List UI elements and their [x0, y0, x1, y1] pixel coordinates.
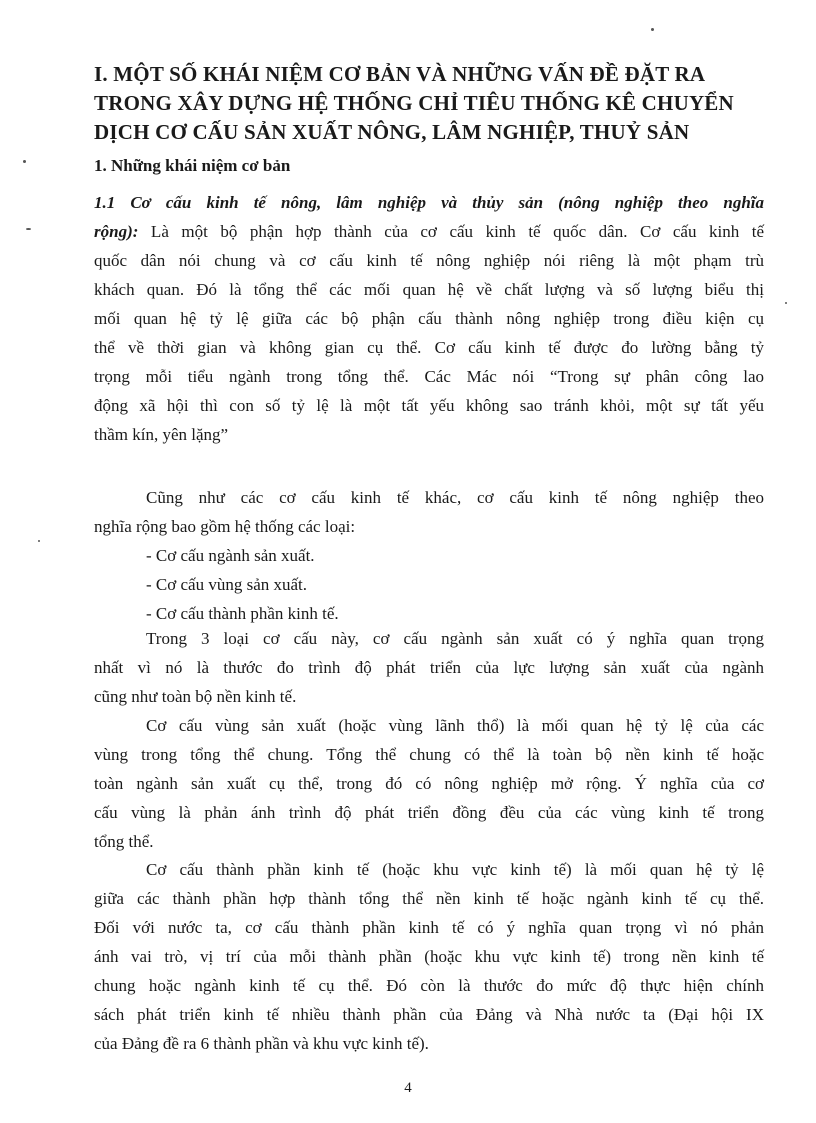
definition-paragraph	[94, 188, 764, 449]
paragraph-line: trọng mỗi tiểu ngành trong tổng thể. Các Mác nói “Trong sự phân công lao	[94, 367, 764, 386]
list-item: - Cơ cấu thành phần kinh tế.	[146, 604, 339, 623]
scan-speck	[26, 228, 31, 230]
subsection-title: 1. Những khái niệm cơ bản	[94, 156, 291, 175]
types-paragraph	[94, 483, 764, 541]
paragraph-line: khách quan. Đó là tổng thể các mối quan hệ về chất lượng và số lượng biểu thị	[94, 280, 764, 299]
paragraph-line: Cơ cấu thành phần kinh tế (hoặc khu vực kinh tế) là mối quan hệ tỷ lệ	[146, 860, 764, 879]
heading-line: I. MỘT SỐ KHÁI NIỆM CƠ BẢN VÀ NHỮNG VẤN ĐỀ ĐẶT RA	[94, 62, 706, 86]
paragraph-line: chung hoặc ngành kinh tế cụ thể. Đó còn là thước đo mức độ thực hiện chính	[94, 976, 764, 995]
page-number: 4	[404, 1080, 412, 1096]
scan-speck	[38, 540, 40, 542]
scan-speck	[23, 160, 26, 163]
heading-line: DỊCH CƠ CẤU SẢN XUẤT NÔNG, LÂM NGHIỆP, THUỶ SẢN	[94, 120, 690, 144]
paragraph-line: quốc dân nói chung và cơ cấu kinh tế nông nghiệp nói riêng là một phạm trù	[94, 251, 764, 270]
paragraph-line: vùng trong tổng thể chung. Tổng thể chung có thể là toàn bộ nền kinh tế hoặc	[94, 745, 764, 764]
paragraph-line: Cơ cấu vùng sản xuất (hoặc vùng lãnh thổ) là mối quan hệ tỷ lệ của các	[146, 716, 764, 735]
types-list	[94, 541, 764, 628]
paragraph-line: động xã hội thì con số tỷ lệ là một tất yếu không sao tránh khỏi, một sự tất yếu	[94, 396, 764, 415]
paragraph-line: cấu vùng là phản ánh trình độ phát triển đồng đều của các vùng kinh tế trong	[94, 803, 764, 822]
paragraph-line: cũng như toàn bộ nền kinh tế.	[94, 687, 297, 706]
importance-paragraph	[94, 624, 764, 711]
section-heading	[94, 60, 774, 147]
heading-line: TRONG XÂY DỰNG HỆ THỐNG CHỈ TIÊU THỐNG KÊ CHUYỂN	[94, 91, 734, 115]
term-line: 1.1 Cơ cấu kinh tế nông, lâm nghiệp và thủy sản (nông nghiệp theo nghĩa	[94, 193, 764, 212]
paragraph-line: ánh vai trò, vị trí của mỗi thành phần (hoặc khu vực kinh tế) trong nền kinh tế	[94, 947, 764, 966]
paragraph-line: toàn ngành sản xuất cụ thể, trong đó có nông nghiệp mở rộng. Ý nghĩa của cơ	[94, 774, 764, 793]
paragraph-line: mối quan hệ tỷ lệ giữa các bộ phận cấu thành nông nghiệp trong điều kiện cụ	[94, 309, 764, 328]
paragraph-line: sách phát triển kinh tế nhiều thành phần của Đảng và Nhà nước ta (Đại hội IX	[94, 1005, 764, 1024]
definition-text: Là một bộ phận hợp thành của cơ cấu kinh tế quốc dân. Cơ cấu kinh tế	[138, 222, 764, 241]
paragraph-line: Cũng như các cơ cấu kinh tế khác, cơ cấu kinh tế nông nghiệp theo	[146, 488, 764, 507]
paragraph-line: thầm kín, yên lặng”	[94, 425, 229, 444]
list-item: - Cơ cấu ngành sản xuất.	[146, 546, 315, 565]
scan-speck	[785, 302, 787, 304]
paragraph-line: tổng thể.	[94, 832, 154, 851]
paragraph-line	[94, 217, 764, 246]
term-end: rộng):	[94, 222, 139, 241]
paragraph-line: Đối với nước ta, cơ cấu thành phần kinh tế có ý nghĩa quan trọng vì nó phản	[94, 918, 764, 937]
sector-paragraph	[94, 855, 764, 1058]
paragraph-line: của Đảng đề ra 6 thành phần và khu vực kinh tế).	[94, 1034, 429, 1053]
list-item: - Cơ cấu vùng sản xuất.	[146, 575, 308, 594]
paragraph-line: Trong 3 loại cơ cấu này, cơ cấu ngành sản xuất có ý nghĩa quan trọng	[146, 629, 764, 648]
scan-speck	[651, 28, 654, 31]
paragraph-line: thể về thời gian và không gian cụ thể. Cơ cấu kinh tế được đo lường bằng tỷ	[94, 338, 764, 357]
paragraph-line: nghĩa rộng bao gồm hệ thống các loại:	[94, 517, 356, 536]
regional-paragraph	[94, 711, 764, 856]
paragraph-line: giữa các thành phần hợp thành tổng thể nền kinh tế hoặc ngành kinh tế cụ thể.	[94, 889, 764, 908]
paragraph-line: nhất vì nó là thước đo trình độ phát triển của lực lượng sản xuất của ngành	[94, 658, 764, 677]
